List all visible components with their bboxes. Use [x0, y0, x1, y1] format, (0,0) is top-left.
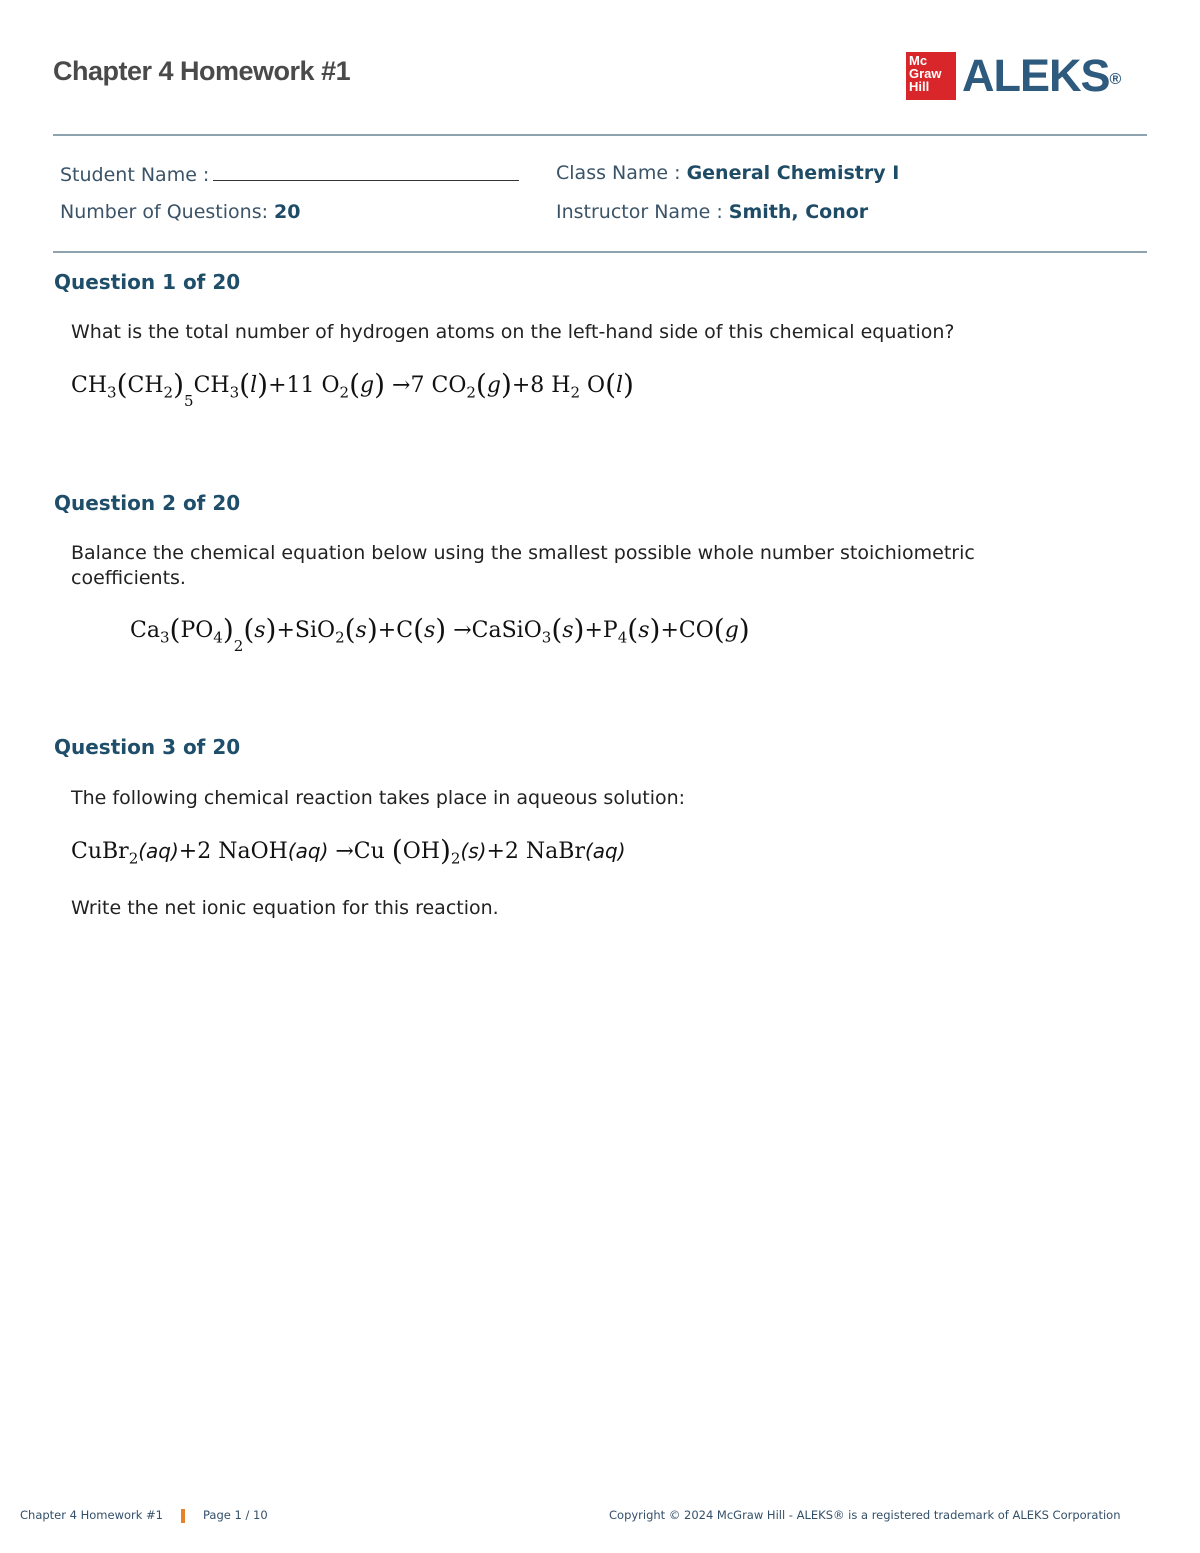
mcgraw-hill-logo-box: Mc Graw Hill [906, 52, 956, 100]
class-name: Class Name : General Chemistry I [556, 162, 900, 184]
question-1-equation: $CH_3(CH_2)_5CH_3(l)+11$ $O_2(g) \to 7$ $CO_2(g)+8$ $H_2$ O(l) [71, 368, 634, 410]
footer-copyright: Copyright © 2024 McGraw Hill - ALEKS® is a registered trademark of ALEKS Corporation [609, 1508, 1121, 1522]
question-3-instruction: Write the net ionic equation for this reaction. [71, 897, 499, 919]
info-divider [53, 251, 1147, 253]
student-name-blank [213, 162, 519, 181]
question-3-heading: Question 3 of 20 [54, 735, 241, 759]
student-name-field: Student Name : [60, 162, 519, 186]
page-title: Chapter 4 Homework #1 [53, 56, 351, 86]
footer-page-number: Page 1 / 10 [203, 1508, 268, 1522]
number-of-questions: Number of Questions: 20 [60, 201, 301, 223]
footer-doc-title: Chapter 4 Homework #1 [20, 1508, 164, 1522]
question-3-text: The following chemical reaction takes place in aqueous solution: [71, 787, 686, 809]
question-2-text: Balance the chemical equation below using the smallest possible whole number stoichiometric coefficients. [71, 542, 975, 589]
question-1-heading: Question 1 of 20 [54, 270, 241, 294]
instructor-name: Instructor Name : Smith, Conor [556, 201, 869, 223]
footer-left [20, 1508, 268, 1523]
mcgraw-hill-aleks-logo [906, 52, 1120, 100]
question-2-heading: Question 2 of 20 [54, 491, 241, 515]
question-1-text: What is the total number of hydrogen atoms on the left-hand side of this chemical equation? [71, 321, 955, 343]
question-2-equation: $Ca_3(PO_4)_2(s)+SiO_2(s)+C(s)$ $\to CaSiO_3(s)+P_4(s)+CO(g)$ [130, 613, 750, 655]
question-3-equation: CuBr$_2$(aq)+2 NaOH(aq) →Cu $(OH)_2(s)+2$ NaBr(aq) [71, 834, 626, 868]
header-divider [53, 134, 1147, 136]
aleks-wordmark: ALEKS® [962, 50, 1121, 101]
footer-separator [181, 1509, 185, 1523]
